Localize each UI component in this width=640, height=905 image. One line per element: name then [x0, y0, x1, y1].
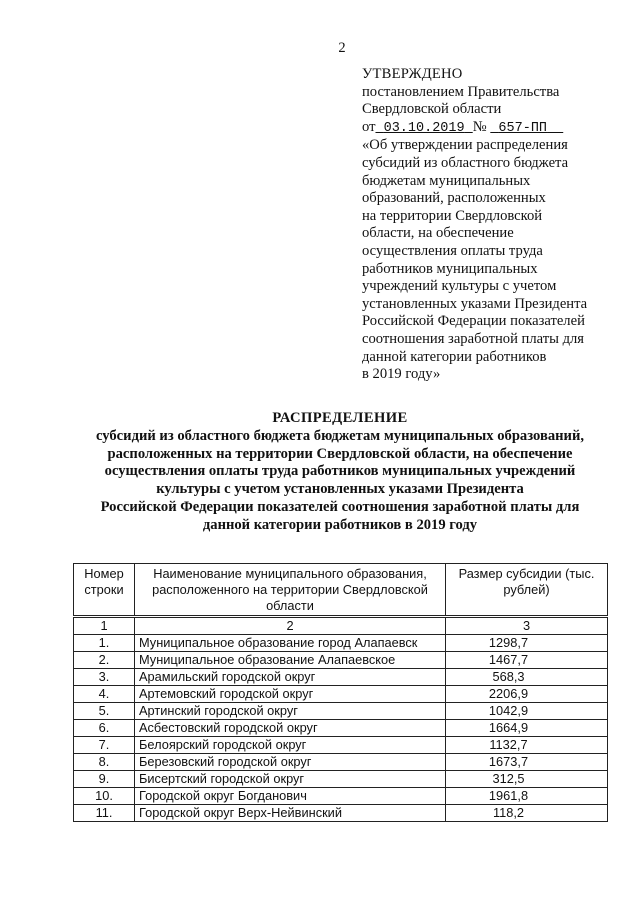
municipality-name: Артинский городской округ — [135, 703, 446, 720]
municipality-name: Муниципальное образование город Алапаевск — [135, 635, 446, 652]
approval-text-line: соотношения заработной платы для — [362, 330, 584, 347]
subsidy-amount: 1673,7 — [446, 754, 608, 771]
title-line: Российской Федерации показателей соотношения заработной платы для — [100, 498, 580, 515]
title-line: осуществления оплаты труда работников муниципальных учреждений — [104, 463, 576, 480]
approval-text-line: субсидий из областного бюджета — [362, 154, 569, 171]
table-row — [74, 635, 608, 652]
approval-text — [362, 137, 612, 383]
approval-text-line: данной категории работников — [362, 348, 547, 365]
approval-date: 03.10.2019 — [383, 120, 465, 136]
approval-text-line: учреждений культуры с учетом — [362, 278, 557, 295]
approval-text-line: бюджетам муниципальных — [362, 172, 531, 189]
row-number: 10. — [74, 788, 135, 805]
row-number: 11. — [74, 805, 135, 822]
municipality-name: Артемовский городской округ — [135, 686, 446, 703]
row-number: 7. — [74, 737, 135, 754]
municipality-name: Бисертский городской округ — [135, 771, 446, 788]
header-subsidy-amount: Размер субсидии (тыс. рублей) — [446, 564, 608, 617]
approval-text-line: работников муниципальных — [362, 260, 538, 277]
title-line: расположенных на территории Свердловской области, на обеспечение — [107, 445, 573, 462]
column-number-3: 3 — [446, 617, 608, 635]
subsidy-amount: 312,5 — [446, 771, 608, 788]
table-row — [74, 686, 608, 703]
table-row — [74, 788, 608, 805]
header-municipality: Наименование муниципального образования, расположенного на территории Свердловской области — [135, 564, 446, 617]
municipality-name: Березовский городской округ — [135, 754, 446, 771]
number-prefix: № — [472, 118, 487, 135]
subsidy-amount: 118,2 — [446, 805, 608, 822]
municipality-name: Асбестовский городской округ — [135, 720, 446, 737]
table-row — [74, 805, 608, 822]
subsidy-amount: 1961,8 — [446, 788, 608, 805]
document-title — [70, 410, 610, 535]
row-number: 2. — [74, 652, 135, 669]
column-number-2: 2 — [135, 617, 446, 635]
page-number: 2 — [338, 40, 346, 56]
title-lines — [70, 428, 610, 535]
municipality-name: Арамильский городской округ — [135, 669, 446, 686]
table-row — [74, 737, 608, 754]
subsidy-amount: 1132,7 — [446, 737, 608, 754]
row-number: 8. — [74, 754, 135, 771]
table-header-row — [74, 564, 608, 617]
row-number: 5. — [74, 703, 135, 720]
title-line: данной категории работников в 2019 году — [202, 516, 478, 533]
row-number: 3. — [74, 669, 135, 686]
subsidies-table — [73, 563, 608, 822]
subsidy-amount: 568,3 — [446, 669, 608, 686]
approval-number: 657-ПП — [498, 120, 548, 136]
subsidy-amount: 1042,9 — [446, 703, 608, 720]
subsidy-amount: 1664,9 — [446, 720, 608, 737]
approval-text-line: в 2019 году» — [362, 366, 441, 383]
municipality-name: Городской округ Богданович — [135, 788, 446, 805]
approval-line-1: постановлением Правительства — [362, 83, 560, 100]
approval-text-line: области, на обеспечение — [362, 225, 514, 242]
approval-title: УТВЕРЖДЕНО — [362, 66, 463, 82]
row-number: 9. — [74, 771, 135, 788]
table-row — [74, 771, 608, 788]
municipality-name: Муниципальное образование Алапаевское — [135, 652, 446, 669]
approval-text-line: Российской Федерации показателей — [362, 313, 585, 330]
approval-line-2: Свердловской области — [362, 101, 502, 118]
title-line: культуры с учетом установленных указами Президента — [156, 481, 524, 498]
municipality-name: Белоярский городской округ — [135, 737, 446, 754]
table-row — [74, 652, 608, 669]
row-number: 6. — [74, 720, 135, 737]
column-numbering-row — [74, 617, 608, 635]
table-row — [74, 720, 608, 737]
subsidy-amount: 2206,9 — [446, 686, 608, 703]
approval-date-line — [362, 119, 612, 138]
approval-text-line: на территории Свердловской — [362, 207, 543, 224]
approval-text-line: «Об утверждении распределения — [362, 137, 568, 154]
approval-text-line: установленных указами Президента — [362, 295, 588, 312]
title-line: субсидий из областного бюджета бюджетам муниципальных образований, — [96, 427, 584, 444]
subsidy-amount: 1298,7 — [446, 635, 608, 652]
approval-text-line: осуществления оплаты труда — [362, 242, 543, 259]
row-number: 1. — [74, 635, 135, 652]
municipality-name: Городской округ Верх-Нейвинский — [135, 805, 446, 822]
table-row — [74, 754, 608, 771]
table-row — [74, 703, 608, 720]
approval-text-line: образований, расположенных — [362, 190, 546, 207]
date-prefix: от — [362, 118, 376, 135]
table-row — [74, 669, 608, 686]
subsidy-amount: 1467,7 — [446, 652, 608, 669]
row-number: 4. — [74, 686, 135, 703]
approval-block — [362, 66, 612, 384]
title-heading: РАСПРЕДЕЛЕНИЕ — [272, 410, 408, 426]
header-row-number: Номер строки — [74, 564, 135, 617]
column-number-1: 1 — [74, 617, 135, 635]
